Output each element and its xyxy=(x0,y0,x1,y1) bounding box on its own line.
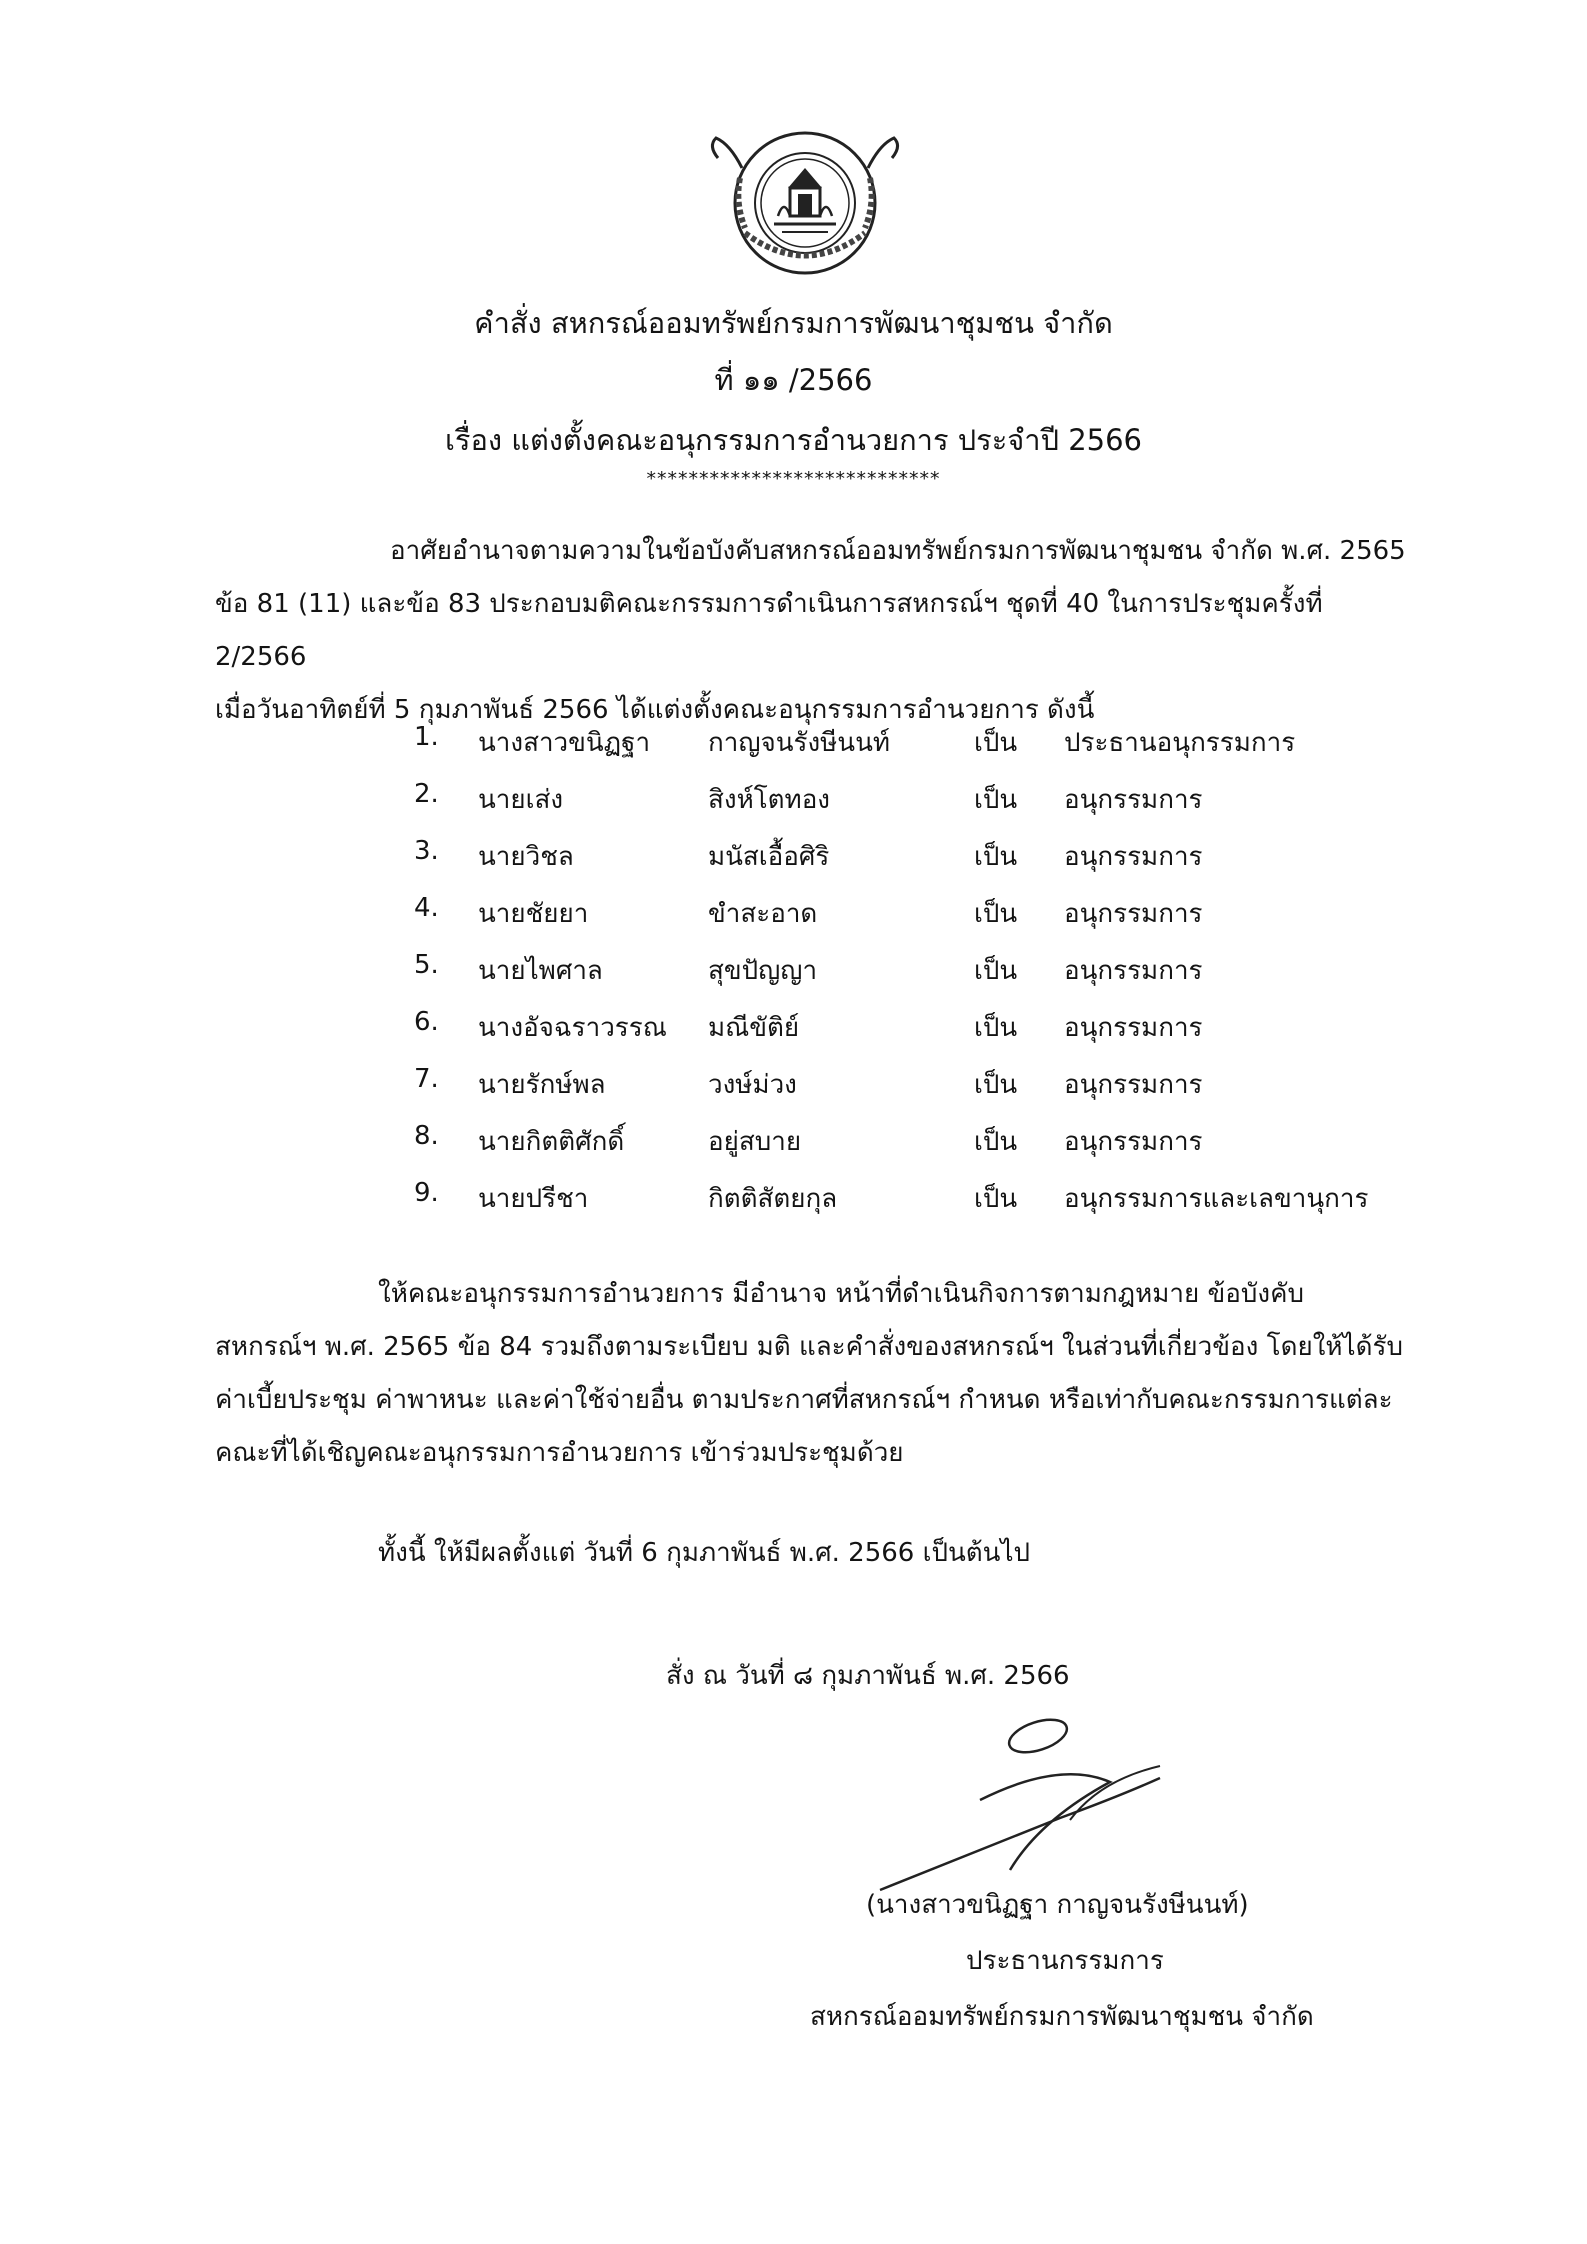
member-first-name: นายเส่ง xyxy=(478,785,564,815)
member-number: 7. xyxy=(414,1064,439,1094)
member-first-name: นางสาวขนิฏฐา xyxy=(478,728,651,758)
member-first-name: นายชัยยา xyxy=(478,899,589,929)
member-row xyxy=(0,1178,1587,1234)
member-row xyxy=(0,836,1587,892)
signatory-organization: สหกรณ์ออมทรัพย์กรมการพัฒนาชุมชน จำกัด xyxy=(810,2002,1314,2032)
member-role: อนุกรรมการ xyxy=(1064,956,1203,986)
member-as: เป็น xyxy=(974,956,1018,986)
member-role: ประธานอนุกรรมการ xyxy=(1064,728,1296,758)
member-as: เป็น xyxy=(974,1127,1018,1157)
member-row xyxy=(0,1121,1587,1177)
handwritten-signature xyxy=(860,1700,1190,1900)
member-number: 4. xyxy=(414,893,439,923)
duties-paragraph xyxy=(215,1268,1435,1480)
duties-line: ค่าเบี้ยประชุม ค่าพาหนะ และค่าใช้จ่ายอื่น ตามประกาศที่สหกรณ์ฯ กำหนด หรือเท่ากับคณะกรรมการแต่ละ xyxy=(215,1385,1393,1415)
member-as: เป็น xyxy=(974,785,1018,815)
intro-line: อาศัยอำนาจตามความในข้อบังคับสหกรณ์ออมทรัพย์กรมการพัฒนาชุมชน จำกัด พ.ศ. 2565 xyxy=(390,536,1406,566)
intro-line: เมื่อวันอาทิตย์ที่ 5 กุมภาพันธ์ 2566 ได้แต่งตั้งคณะอนุกรรมการอำนวยการ ดังนี้ xyxy=(215,695,1095,725)
member-as: เป็น xyxy=(974,899,1018,929)
order-number: ที่ ๑๑ /2566 xyxy=(714,363,873,397)
member-last-name: ขำสะอาด xyxy=(708,899,818,929)
member-row xyxy=(0,779,1587,835)
member-role: อนุกรรมการและเลขานุการ xyxy=(1064,1184,1369,1214)
intro-paragraph xyxy=(215,525,1415,737)
member-number: 1. xyxy=(414,722,439,752)
member-last-name: สิงห์โตทอง xyxy=(708,785,831,815)
order-title: คำสั่ง สหกรณ์ออมทรัพย์กรมการพัฒนาชุมชน จำกัด xyxy=(474,306,1113,340)
member-row xyxy=(0,950,1587,1006)
member-as: เป็น xyxy=(974,1013,1018,1043)
member-as: เป็น xyxy=(974,1070,1018,1100)
member-role: อนุกรรมการ xyxy=(1064,1013,1203,1043)
member-as: เป็น xyxy=(974,1184,1018,1214)
member-last-name: กาญจนรังษีนนท์ xyxy=(708,728,890,758)
member-role: อนุกรรมการ xyxy=(1064,785,1203,815)
member-number: 2. xyxy=(414,779,439,809)
member-row xyxy=(0,893,1587,949)
member-last-name: กิตติสัตยกุล xyxy=(708,1184,838,1214)
member-row xyxy=(0,1064,1587,1120)
member-first-name: นายวิชล xyxy=(478,842,574,872)
member-number: 6. xyxy=(414,1007,439,1037)
member-first-name: นายปรีชา xyxy=(478,1184,589,1214)
member-role: อนุกรรมการ xyxy=(1064,899,1203,929)
member-row xyxy=(0,722,1587,778)
member-role: อนุกรรมการ xyxy=(1064,842,1203,872)
member-last-name: วงษ์ม่วง xyxy=(708,1070,797,1100)
signatory-position: ประธานกรรมการ xyxy=(966,1946,1164,1976)
member-first-name: นายกิตติศักดิ์ xyxy=(478,1127,625,1157)
duties-line: ให้คณะอนุกรรมการอำนวยการ มีอำนาจ หน้าที่ดำเนินกิจการตามกฎหมาย ข้อบังคับ xyxy=(378,1279,1304,1309)
member-number: 5. xyxy=(414,950,439,980)
member-as: เป็น xyxy=(974,728,1018,758)
member-last-name: มนัสเอื้อศิริ xyxy=(708,842,830,872)
member-number: 8. xyxy=(414,1121,439,1151)
member-number: 9. xyxy=(414,1178,439,1208)
separator-line: **************************** xyxy=(646,468,941,490)
member-as: เป็น xyxy=(974,842,1018,872)
signed-date: สั่ง ณ วันที่ ๘ กุมภาพันธ์ พ.ศ. 2566 xyxy=(666,1661,1070,1691)
member-first-name: นายไพศาล xyxy=(478,956,603,986)
member-role: อนุกรรมการ xyxy=(1064,1070,1203,1100)
intro-line: ข้อ 81 (11) และข้อ 83 ประกอบมติคณะกรรมการดำเนินการสหกรณ์ฯ ชุดที่ 40 ในการประชุมครั้งที่ 2/2566 xyxy=(215,589,1323,672)
member-first-name: นายรักษ์พล xyxy=(478,1070,606,1100)
member-last-name: มณีขัติย์ xyxy=(708,1013,800,1043)
cooperative-seal-logo xyxy=(700,128,910,278)
member-first-name: นางอัจฉราวรรณ xyxy=(478,1013,667,1043)
order-subject: เรื่อง แต่งตั้งคณะอนุกรรมการอำนวยการ ประจำปี 2566 xyxy=(444,423,1143,457)
member-last-name: อยู่สบาย xyxy=(708,1127,802,1157)
member-number: 3. xyxy=(414,836,439,866)
duties-line: คณะที่ได้เชิญคณะอนุกรรมการอำนวยการ เข้าร่วมประชุมด้วย xyxy=(215,1438,904,1468)
member-role: อนุกรรมการ xyxy=(1064,1127,1203,1157)
member-last-name: สุขปัญญา xyxy=(708,956,818,986)
signatory-name: (นางสาวขนิฏฐา กาญจนรังษีนนท์) xyxy=(866,1890,1249,1920)
member-row xyxy=(0,1007,1587,1063)
effective-date-text: ทั้งนี้ ให้มีผลตั้งแต่ วันที่ 6 กุมภาพันธ์ พ.ศ. 2566 เป็นต้นไป xyxy=(378,1538,1031,1568)
duties-line: สหกรณ์ฯ พ.ศ. 2565 ข้อ 84 รวมถึงตามระเบียบ มติ และคำสั่งของสหกรณ์ฯ ในส่วนที่เกี่ยวข้อง โดยให้ได้รับ xyxy=(215,1332,1403,1362)
